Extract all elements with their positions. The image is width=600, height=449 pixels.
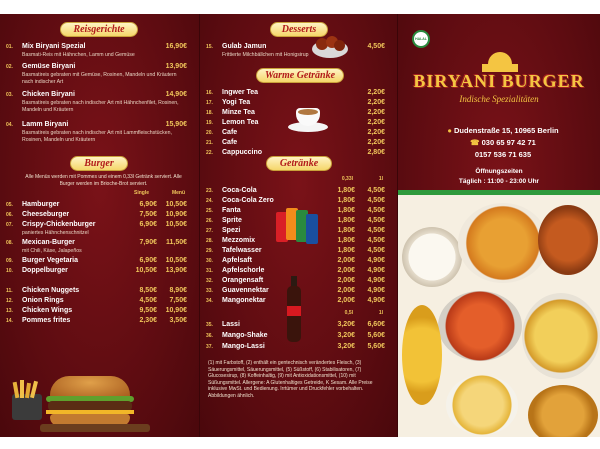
restaurant-tagline: Indische Spezialitäten bbox=[459, 94, 539, 104]
item-price: 2,80€ bbox=[367, 149, 385, 156]
item-name: Mango-Lassi bbox=[222, 343, 265, 350]
item-price-large: 10,50€ bbox=[165, 257, 187, 264]
item-number: 19. bbox=[206, 120, 213, 126]
spinach-dish-image bbox=[528, 385, 598, 437]
item-name: Cafe bbox=[222, 129, 238, 136]
menu-item bbox=[0, 286, 199, 296]
fries-image bbox=[8, 380, 46, 420]
item-name: Lemon Tea bbox=[222, 119, 259, 126]
item-number: 12. bbox=[6, 298, 13, 304]
item-name: Onion Rings bbox=[22, 297, 64, 304]
item-number: 14. bbox=[6, 318, 13, 324]
item-name: Doppelburger bbox=[22, 267, 68, 274]
item-price-small: 6,90€ bbox=[139, 221, 157, 228]
phone-icon: ☎ bbox=[470, 138, 480, 147]
item-price-large: 10,50€ bbox=[165, 221, 187, 228]
dal-bowl-image bbox=[446, 375, 518, 435]
item-price-large: 4,50€ bbox=[367, 197, 385, 204]
halal-badge bbox=[412, 30, 430, 48]
item-name: Spezi bbox=[222, 227, 241, 234]
item-price-small: 8,50€ bbox=[139, 287, 157, 294]
item-number: 07. bbox=[6, 222, 13, 228]
menu-item: 03. Chicken Biryani 14,90€ bbox=[6, 91, 187, 98]
item-number: 26. bbox=[206, 218, 213, 224]
item-price: 2,20€ bbox=[367, 119, 385, 126]
item-name: Mezzomix bbox=[222, 237, 256, 244]
item-price-large: 4,50€ bbox=[367, 187, 385, 194]
item-price-small: 1,80€ bbox=[337, 207, 355, 214]
butter-chicken-image bbox=[438, 291, 522, 361]
item-price-small: 6,90€ bbox=[139, 257, 157, 264]
item-price-large: 13,90€ bbox=[165, 267, 187, 274]
item-number: 29. bbox=[206, 248, 213, 254]
item-price-small: 1,80€ bbox=[337, 187, 355, 194]
section-title-getraenke: Getränke bbox=[266, 156, 332, 171]
address: Dudenstraße 15, 10965 Berlin bbox=[453, 126, 559, 135]
item-name: Pommes frites bbox=[22, 317, 71, 324]
item-description: paniertes Hähnchenschnitzel bbox=[22, 230, 89, 236]
menu-item bbox=[200, 186, 397, 196]
item-price-large: 6,60€ bbox=[367, 321, 385, 328]
item-name: Ingwer Tea bbox=[222, 89, 259, 96]
hours-title: Öffnungszeiten bbox=[475, 168, 523, 175]
item-number: 06. bbox=[6, 212, 13, 218]
menu-item bbox=[0, 306, 199, 316]
item-number: 21. bbox=[206, 140, 213, 146]
item-price-large: 10,50€ bbox=[165, 201, 187, 208]
menu-item: 02. Gemüse Biryani 13,90€ bbox=[6, 63, 187, 70]
item-price-large: 4,90€ bbox=[367, 297, 385, 304]
item-price-small: 9,50€ bbox=[139, 307, 157, 314]
item-name: Fanta bbox=[222, 207, 241, 214]
item-price-small: 4,50€ bbox=[139, 297, 157, 304]
item-name: Mexican-Burger bbox=[22, 239, 75, 246]
item-price: 2,20€ bbox=[367, 99, 385, 106]
section-title-burger: Burger bbox=[70, 156, 128, 171]
middle-panel bbox=[199, 14, 397, 437]
item-number: 33. bbox=[206, 288, 213, 294]
item-price-small: 2,00€ bbox=[337, 267, 355, 274]
item-price-small: 3,20€ bbox=[337, 332, 355, 339]
item-number: 22. bbox=[206, 150, 213, 156]
food-collage bbox=[398, 195, 600, 437]
item-price-large: 8,90€ bbox=[169, 287, 187, 294]
item-price-small: 1,80€ bbox=[337, 247, 355, 254]
item-name: Chicken Nuggets bbox=[22, 287, 80, 294]
burger-note: Alle Menüs werden mit Pommes und einem 0,33l Getränk serviert. Alle Burger werden im Brioche-Brot serviert. bbox=[25, 174, 182, 187]
location-pin-icon: ● bbox=[447, 126, 452, 135]
item-name: Orangensaft bbox=[222, 277, 264, 284]
yellow-curry-image bbox=[402, 305, 442, 405]
item-number: 34. bbox=[206, 298, 213, 304]
item-price-large: 4,50€ bbox=[367, 237, 385, 244]
item-name: Guavennektar bbox=[222, 287, 269, 294]
halal-label: HALAL bbox=[415, 37, 427, 41]
item-price-large: 4,50€ bbox=[367, 247, 385, 254]
item-name: Apfelsaft bbox=[222, 257, 252, 264]
item-price-large: 4,90€ bbox=[367, 287, 385, 294]
item-price-large: 7,50€ bbox=[169, 297, 187, 304]
burger-image bbox=[40, 374, 150, 434]
item-price-large: 5,60€ bbox=[367, 332, 385, 339]
item-price-small: 7,50€ bbox=[139, 211, 157, 218]
item-name: Hamburger bbox=[22, 201, 60, 208]
menu-item bbox=[200, 138, 397, 148]
item-name: Cheeseburger bbox=[22, 211, 70, 218]
item-price-large: 4,90€ bbox=[367, 277, 385, 284]
item-number: 09. bbox=[6, 258, 13, 264]
menu-item bbox=[0, 238, 199, 248]
item-number: 17. bbox=[206, 100, 213, 106]
item-number: 37. bbox=[206, 344, 213, 350]
item-price-large: 5,60€ bbox=[367, 343, 385, 350]
address-line bbox=[418, 126, 588, 135]
rice-side-image bbox=[522, 293, 600, 379]
item-number: 11. bbox=[6, 288, 13, 294]
item-price-small: 1,80€ bbox=[337, 237, 355, 244]
item-name: Sprite bbox=[222, 217, 242, 224]
item-price-small: 1,80€ bbox=[337, 217, 355, 224]
item-name: Cafe bbox=[222, 139, 238, 146]
item-number: 13. bbox=[6, 308, 13, 314]
item-description: Basmati-Reis mit Hähnchen, Lamm und Gemüse bbox=[22, 52, 135, 58]
item-price-large: 4,90€ bbox=[367, 267, 385, 274]
section-title-warme-getraenke: Warme Getränke bbox=[256, 68, 344, 83]
item-price-small: 2,00€ bbox=[337, 287, 355, 294]
burger-col-single: Single bbox=[133, 190, 149, 196]
item-price: 2,20€ bbox=[367, 139, 385, 146]
coffee-cup-image bbox=[288, 106, 328, 134]
item-number: 32. bbox=[206, 278, 213, 284]
section-title-desserts: Desserts bbox=[270, 22, 328, 37]
menu-item bbox=[0, 220, 199, 230]
lassi-col-small: 0,5l bbox=[344, 310, 353, 316]
item-name: Cappuccino bbox=[222, 149, 263, 156]
menu-item bbox=[0, 316, 199, 326]
item-number: 27. bbox=[206, 228, 213, 234]
section-title-reisgerichte: Reisgerichte bbox=[60, 22, 138, 37]
item-price: 2,20€ bbox=[367, 89, 385, 96]
item-number: 25. bbox=[206, 208, 213, 214]
item-price-small: 2,00€ bbox=[337, 257, 355, 264]
item-name: Crispy-Chickenburger bbox=[22, 221, 96, 228]
menu-item bbox=[0, 296, 199, 306]
item-price: 2,20€ bbox=[367, 109, 385, 116]
item-description: Basmatireis gebraten mit Gemüse, Rosinen, Mandeln und Kräutern nach indischer Art bbox=[22, 72, 177, 85]
lassi-col-large: 1l bbox=[378, 310, 383, 316]
item-name: Mangonektar bbox=[222, 297, 266, 304]
restaurant-name-word1: BIRYANI bbox=[413, 71, 497, 91]
item-price-small: 2,00€ bbox=[337, 277, 355, 284]
item-price-large: 4,50€ bbox=[367, 217, 385, 224]
cola-bottle-image bbox=[286, 276, 302, 344]
item-name: Apfelschorle bbox=[222, 267, 265, 274]
menu-item: 15. Gulab Jamun 4,50€ bbox=[206, 43, 385, 50]
item-name: Minze Tea bbox=[222, 109, 255, 116]
menu-item bbox=[0, 266, 199, 276]
item-number: 23. bbox=[206, 188, 213, 194]
item-number: 10. bbox=[6, 268, 13, 274]
item-price-small: 2,00€ bbox=[337, 297, 355, 304]
allergen-footnote: (1) mit Farbstoff, (2) enthält ein gentechnisch verändertes Fleisch, (3) Säuerungsmittel, Säuerungsmittel, (5) Süßstoff, (6) Stabilisatoren, (7) Glucosesirup, (8) Koffeinhaltig, (9) mit Antioxidationsmittel, (10) mit Süßungsmittel. Allergene: A Glutenhaltiges Getreide, K Sesam. Alle Preise inklusive MwSt. und Bedienung. Irrtümer und Druckfehler vorbehalten. Abbildungen ähnlich. bbox=[208, 360, 373, 399]
opening-hours: Täglich : 11:00 - 23:00 Uhr bbox=[458, 178, 540, 185]
phone-line bbox=[418, 138, 588, 147]
item-number: 05. bbox=[6, 202, 13, 208]
item-description: Basmatireis gebraten nach indischer Art mit Hähnchenfilet, Rosinen, Mandeln und Kräutern bbox=[22, 100, 179, 113]
item-number: 18. bbox=[206, 110, 213, 116]
burger-col-menu: Menü bbox=[171, 190, 185, 196]
drink-col-small: 0,33l bbox=[341, 176, 353, 182]
menu-item bbox=[200, 88, 397, 98]
item-price-small: 6,90€ bbox=[139, 201, 157, 208]
item-number: 20. bbox=[206, 130, 213, 136]
item-price-large: 10,90€ bbox=[165, 307, 187, 314]
item-price-large: 4,50€ bbox=[367, 207, 385, 214]
item-price-small: 10,50€ bbox=[135, 267, 157, 274]
curry-plate-image bbox=[538, 205, 598, 275]
item-number: 28. bbox=[206, 238, 213, 244]
item-name: Yogi Tea bbox=[222, 99, 251, 106]
item-name: Lassi bbox=[222, 321, 240, 328]
menu-item bbox=[200, 256, 397, 266]
item-price-small: 3,20€ bbox=[337, 343, 355, 350]
item-price-small: 3,20€ bbox=[337, 321, 355, 328]
menu-item: 01. Mix Biryani Spezial 16,90€ bbox=[6, 43, 187, 50]
item-description: Basmatireis gebraten nach indischer Art mit Lammfleischstücken, Rosinen, Mandeln und Kräutern bbox=[22, 130, 172, 143]
item-number: 35. bbox=[206, 322, 213, 328]
restaurant-name bbox=[408, 71, 590, 92]
item-description: Frittierte Milchbällchen mit Honigsirup bbox=[222, 52, 309, 58]
left-panel bbox=[0, 14, 199, 437]
item-name: Tafelwasser bbox=[222, 247, 262, 254]
menu-item: 04. Lamm Biryani 15,90€ bbox=[6, 121, 187, 128]
gulab-jamun-image bbox=[312, 36, 348, 58]
rice-bowl-image bbox=[402, 227, 462, 287]
item-price-large: 3,50€ bbox=[169, 317, 187, 324]
item-price-large: 11,50€ bbox=[165, 239, 187, 246]
item-price-large: 4,50€ bbox=[367, 227, 385, 234]
item-name: Chicken Wings bbox=[22, 307, 73, 314]
item-number: 31. bbox=[206, 268, 213, 274]
item-number: 30. bbox=[206, 258, 213, 264]
item-price-small: 2,30€ bbox=[139, 317, 157, 324]
right-panel bbox=[397, 14, 600, 437]
menu-item bbox=[200, 266, 397, 276]
soda-cans-image bbox=[276, 204, 318, 248]
item-number: 24. bbox=[206, 198, 213, 204]
item-number: 36. bbox=[206, 333, 213, 339]
item-price: 2,20€ bbox=[367, 129, 385, 136]
item-price-large: 10,90€ bbox=[165, 211, 187, 218]
item-name: Mango-Shake bbox=[222, 332, 268, 339]
item-description: mit Chili, Käse, Jalapeños bbox=[22, 248, 82, 254]
phone-number-2[interactable]: 0157 536 71 635 bbox=[474, 150, 532, 159]
restaurant-name-word2: BURGER bbox=[501, 71, 585, 91]
item-price-small: 1,80€ bbox=[337, 197, 355, 204]
menu-item bbox=[0, 256, 199, 266]
item-name: Burger Vegetaria bbox=[22, 257, 79, 264]
menu-item bbox=[0, 200, 199, 210]
item-number: 08. bbox=[6, 240, 13, 246]
phone-number-1[interactable]: 030 65 97 42 71 bbox=[481, 138, 536, 147]
menu-item bbox=[0, 210, 199, 220]
item-name: Coca-Cola Zero bbox=[222, 197, 274, 204]
drink-col-large: 1l bbox=[378, 176, 383, 182]
item-price-small: 1,80€ bbox=[337, 227, 355, 234]
item-price-small: 7,90€ bbox=[139, 239, 157, 246]
item-number: 16. bbox=[206, 90, 213, 96]
biryani-plate-image bbox=[458, 203, 548, 283]
item-price-large: 4,90€ bbox=[367, 257, 385, 264]
item-name: Coca-Cola bbox=[222, 187, 257, 194]
